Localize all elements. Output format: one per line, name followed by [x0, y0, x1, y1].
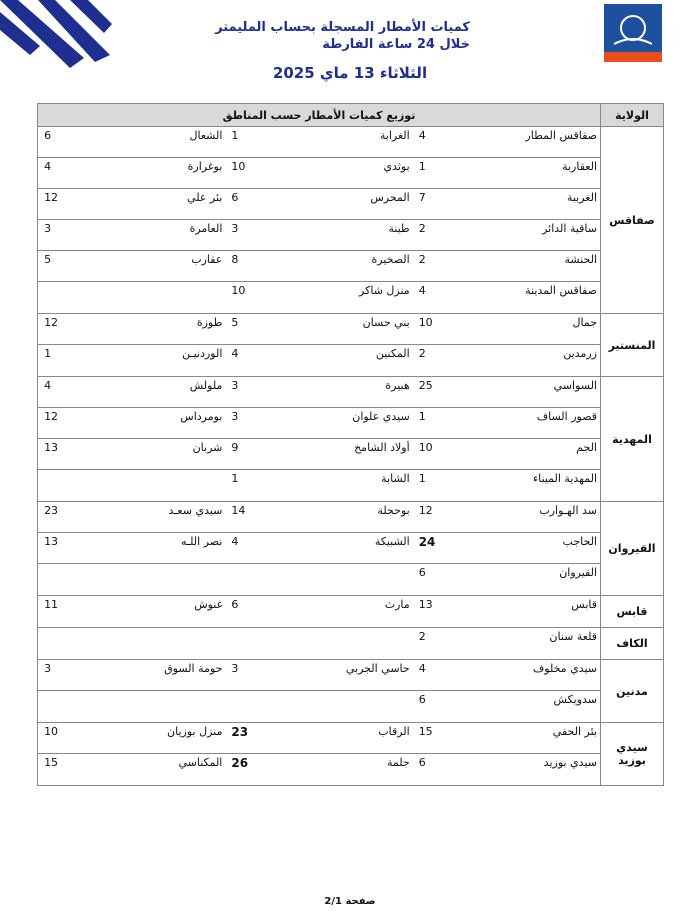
- station-cell: [225, 316, 412, 329]
- governorate-name: الكاف: [601, 628, 664, 660]
- station-cell: [38, 410, 225, 423]
- station-cell: [413, 129, 600, 142]
- station-cell: [413, 662, 600, 675]
- station-name: المهدية الميناء: [533, 472, 597, 485]
- rainfall-value: 23: [231, 725, 249, 739]
- table-row: [38, 533, 600, 564]
- table-row: [38, 345, 600, 376]
- governorate-column-header: الولاية: [601, 104, 664, 127]
- rainfall-value: 3: [44, 662, 52, 675]
- rainfall-value: 4: [231, 535, 239, 548]
- station-name: الرقاب: [378, 725, 410, 738]
- rainfall-value: 15: [418, 725, 433, 738]
- station-name: سيدي بوزيد: [543, 756, 597, 769]
- rainfall-value: 12: [44, 316, 59, 329]
- rainfall-value: 10: [44, 725, 59, 738]
- station-cell: [413, 316, 600, 329]
- station-name: الصخيرة: [371, 253, 410, 266]
- station-cell: [225, 504, 412, 517]
- station-cell: [413, 472, 600, 485]
- rainfall-value: 14: [231, 504, 246, 517]
- rainfall-value: 2: [418, 222, 426, 235]
- governorate-row: [38, 596, 664, 628]
- station-cell: [413, 253, 600, 266]
- rainfall-value: 6: [418, 693, 426, 706]
- rainfall-value: 2: [418, 630, 426, 643]
- table-row: [38, 377, 600, 408]
- station-name: ساقية الدائر: [542, 222, 597, 235]
- station-name: المكناسي: [178, 756, 223, 769]
- station-name: الغريبة: [566, 191, 597, 204]
- station-cell: [413, 598, 600, 611]
- governorate-name: القيروان: [601, 502, 664, 596]
- rainfall-value: 2: [418, 347, 426, 360]
- station-cell: [38, 662, 225, 675]
- station-cell: [413, 725, 600, 738]
- table-row: [38, 408, 600, 439]
- station-cell: [38, 129, 225, 142]
- station-name: الوردنيـن: [182, 347, 223, 360]
- rainfall-table: [37, 103, 664, 786]
- station-name: بئر الحفي: [552, 725, 597, 738]
- rainfall-value: 10: [418, 316, 433, 329]
- rainfall-value: 7: [418, 191, 426, 204]
- station-name: شربان: [192, 441, 223, 454]
- station-name: نصر اللـه: [181, 535, 223, 548]
- table-row: [38, 754, 600, 785]
- rainfall-value: 3: [231, 379, 239, 392]
- table-row: [38, 314, 600, 345]
- station-cell: [413, 504, 600, 517]
- station-cell: [38, 379, 225, 392]
- rainfall-value: 6: [44, 129, 52, 142]
- station-cell: [38, 598, 225, 611]
- station-name: طوزة: [196, 316, 223, 329]
- station-cell: [38, 253, 225, 266]
- station-name: طينة: [388, 222, 410, 235]
- station-name: عقارب: [191, 253, 223, 266]
- table-row: [38, 189, 600, 220]
- station-group: [38, 502, 601, 596]
- rainfall-value: 6: [231, 598, 239, 611]
- governorate-row: [38, 127, 664, 314]
- station-cell: [225, 535, 412, 548]
- rainfall-value: 3: [231, 410, 239, 423]
- station-name: غنوش: [194, 598, 223, 611]
- rainfall-value: 25: [418, 379, 433, 392]
- rainfall-value: 10: [231, 160, 246, 173]
- station-cell: [225, 253, 412, 266]
- table-row: [38, 439, 600, 470]
- station-cell: [225, 129, 412, 142]
- table-row: [38, 502, 600, 533]
- station-cell: [38, 160, 225, 173]
- station-group: [38, 377, 601, 502]
- station-name: منزل شاكر: [359, 284, 410, 297]
- rainfall-value: 4: [418, 284, 426, 297]
- station-group: [38, 723, 601, 786]
- station-cell: [225, 441, 412, 454]
- governorate-name: المهدية: [601, 377, 664, 502]
- table-row: [38, 251, 600, 282]
- station-cell: [225, 410, 412, 423]
- station-name: المكنين: [375, 347, 410, 360]
- rainfall-value: 23: [44, 504, 59, 517]
- station-name: بومرداس: [180, 410, 223, 423]
- station-cell: [413, 410, 600, 423]
- table-row: [38, 691, 600, 722]
- station-name: زرمدين: [563, 347, 597, 360]
- station-cell: [38, 725, 225, 738]
- table-row: [38, 282, 600, 313]
- station-name: الجم: [576, 441, 597, 454]
- station-cell: [225, 191, 412, 204]
- rainfall-value: 6: [418, 756, 426, 769]
- station-cell: [225, 756, 412, 770]
- table-row: [38, 628, 600, 659]
- governorate-row: [38, 377, 664, 502]
- rainfall-value: 1: [418, 160, 426, 173]
- rainfall-value: 3: [231, 662, 239, 675]
- station-name: الحنشة: [564, 253, 597, 266]
- governorate-row: [38, 660, 664, 723]
- station-cell: [225, 222, 412, 235]
- rainfall-value: 4: [44, 160, 52, 173]
- governorate-name: قابس: [601, 596, 664, 628]
- governorate-row: [38, 628, 664, 660]
- station-cell: [38, 535, 225, 548]
- station-name: قصور الساف: [536, 410, 597, 423]
- rainfall-value: 4: [418, 662, 426, 675]
- page-title: كميات الأمطار المسجلة بحساب المليمتر: [215, 20, 470, 35]
- station-cell: [413, 222, 600, 235]
- station-name: صفاقس المدينة: [525, 284, 597, 297]
- station-cell: [225, 725, 412, 739]
- station-cell: [38, 222, 225, 235]
- rainfall-value: 13: [418, 598, 433, 611]
- rainfall-value: 6: [418, 566, 426, 579]
- page-subtitle: خلال 24 ساعة الفارطة: [322, 37, 470, 52]
- station-group: [38, 660, 601, 723]
- station-cell: [225, 598, 412, 611]
- station-name: حومة السوق: [164, 662, 223, 675]
- rainfall-value: 3: [44, 222, 52, 235]
- rainfall-value: 6: [231, 191, 239, 204]
- rainfall-value: 13: [44, 441, 59, 454]
- governorate-row: [38, 723, 664, 786]
- rainfall-value: 15: [44, 756, 59, 769]
- station-name: جمال: [572, 316, 597, 329]
- station-cell: [38, 347, 225, 360]
- station-name: قابس: [571, 598, 597, 611]
- governorate-name: المنستير: [601, 314, 664, 377]
- rainfall-value: 4: [44, 379, 52, 392]
- station-name: الحاجب: [562, 535, 597, 548]
- station-name: بني حسان: [362, 316, 410, 329]
- station-name: ملولش: [189, 379, 223, 392]
- rainfall-value: 2: [418, 253, 426, 266]
- rainfall-value: 8: [231, 253, 239, 266]
- rainfall-value: 10: [418, 441, 433, 454]
- rainfall-value: 24: [418, 535, 436, 549]
- station-cell: [413, 535, 600, 549]
- rainfall-value: 1: [418, 472, 426, 485]
- station-cell: [413, 756, 600, 769]
- rainfall-value: 4: [231, 347, 239, 360]
- station-name: جلمة: [386, 756, 410, 769]
- station-cell: [225, 160, 412, 173]
- governorate-row: [38, 314, 664, 377]
- table-row: [38, 723, 600, 754]
- table-row: [38, 470, 600, 501]
- station-name: العقاربة: [562, 160, 597, 173]
- station-name: سد الهـوارب: [539, 504, 597, 517]
- rainfall-value: 26: [231, 756, 249, 770]
- rainfall-value: 1: [231, 129, 239, 142]
- rainfall-value: 5: [44, 253, 52, 266]
- station-name: سيدي سعـد: [168, 504, 223, 517]
- table-row: [38, 158, 600, 189]
- governorate-name: صفاقس: [601, 127, 664, 314]
- rainfall-value: 3: [231, 222, 239, 235]
- rainfall-value: 5: [231, 316, 239, 329]
- station-cell: [413, 441, 600, 454]
- station-cell: [413, 630, 600, 643]
- station-cell: [413, 379, 600, 392]
- station-name: هبيرة: [385, 379, 410, 392]
- rainfall-value: 1: [418, 410, 426, 423]
- station-cell: [38, 441, 225, 454]
- station-cell: [38, 756, 225, 769]
- table-header: [38, 104, 664, 127]
- station-name: سدويكش: [553, 693, 597, 706]
- governorate-name: سيدي بوزيد: [601, 723, 664, 786]
- station-name: سيدي مخلوف: [532, 662, 597, 675]
- station-name: بئر علي: [187, 191, 223, 204]
- rainfall-value: 12: [418, 504, 433, 517]
- station-cell: [38, 316, 225, 329]
- rainfall-value: 1: [231, 472, 239, 485]
- rainfall-value: 13: [44, 535, 59, 548]
- station-name: العامرة: [189, 222, 223, 235]
- station-name: أولاد الشامخ: [354, 441, 410, 454]
- station-cell: [225, 379, 412, 392]
- rainfall-value: 12: [44, 410, 59, 423]
- station-name: الشعال: [189, 129, 223, 142]
- station-cell: [413, 566, 600, 579]
- table-row: [38, 596, 600, 627]
- station-name: بوثدي: [383, 160, 410, 173]
- station-group: [38, 628, 601, 660]
- station-name: السواسي: [553, 379, 597, 392]
- station-cell: [413, 693, 600, 706]
- station-name: حاسي الجربي: [345, 662, 410, 675]
- table-row: [38, 660, 600, 691]
- rainfall-value: 9: [231, 441, 239, 454]
- station-name: بوحجلة: [377, 504, 410, 517]
- station-name: الشبيكة: [374, 535, 410, 548]
- report-date: الثلاثاء 13 ماي 2025: [272, 64, 428, 82]
- station-name: قلعة سنان: [549, 630, 597, 643]
- station-cell: [38, 504, 225, 517]
- governorate-name: مدنين: [601, 660, 664, 723]
- station-cell: [413, 191, 600, 204]
- station-name: سيدي علوان: [352, 410, 410, 423]
- rainfall-value: 10: [231, 284, 246, 297]
- governorate-row: [38, 502, 664, 596]
- station-name: الغرابة: [379, 129, 410, 142]
- station-group: [38, 596, 601, 628]
- rainfall-value: 11: [44, 598, 59, 611]
- station-name: بوغرارة: [187, 160, 223, 173]
- corner-stripes-decoration: [0, 0, 125, 75]
- station-group: [38, 314, 601, 377]
- station-name: القيروان: [559, 566, 597, 579]
- table-row: [38, 564, 600, 595]
- station-name: مارث: [384, 598, 410, 611]
- rainfall-value: 12: [44, 191, 59, 204]
- station-group: [38, 127, 601, 314]
- station-cell: [225, 472, 412, 485]
- station-cell: [225, 662, 412, 675]
- station-cell: [413, 160, 600, 173]
- station-cell: [225, 347, 412, 360]
- station-cell: [413, 347, 600, 360]
- table-row: [38, 220, 600, 251]
- station-name: المحرس: [370, 191, 410, 204]
- station-name: صفاقس المطار: [525, 129, 597, 142]
- station-cell: [38, 191, 225, 204]
- distribution-column-header: توزيع كميات الأمطار حسب المناطق: [38, 104, 601, 127]
- table-row: [38, 127, 600, 158]
- station-name: منزل بوزيان: [167, 725, 223, 738]
- rainfall-value: 1: [44, 347, 52, 360]
- station-name: الشابة: [381, 472, 410, 485]
- rainfall-value: 4: [418, 129, 426, 142]
- institute-logo: [604, 4, 662, 62]
- station-cell: [413, 284, 600, 297]
- page-number: صفحة 2/1: [324, 896, 376, 907]
- station-cell: [225, 284, 412, 297]
